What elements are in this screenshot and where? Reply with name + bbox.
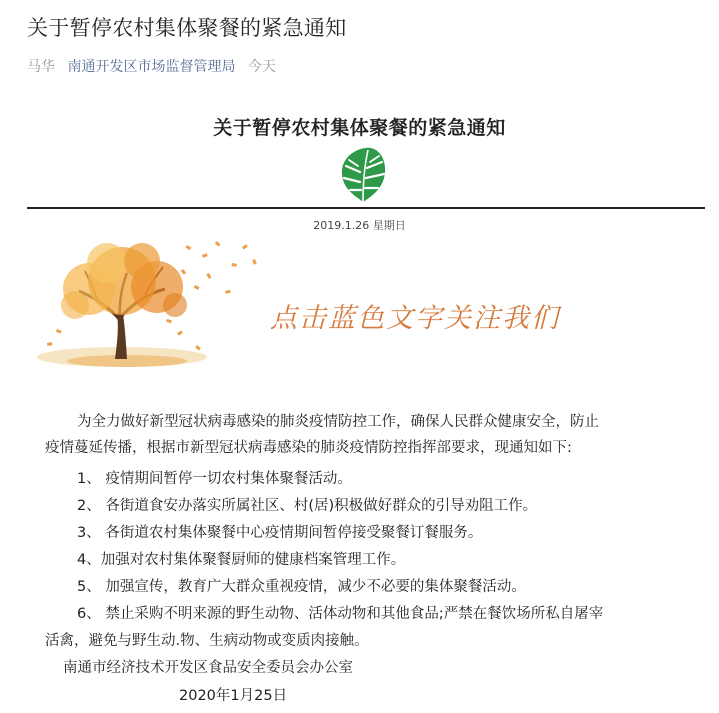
notice-item-6-continued: 活禽，避免与野生动.物、生病动物或变质肉接触。 [45, 633, 369, 649]
publish-time: 今天 [247, 59, 276, 75]
issue-date: 2020年1月25日 [179, 688, 288, 704]
notice-item-6: 6、 禁止采购不明来源的野生动物、活体动物和其他食品;严禁在餐饮场所私自屠宰 [77, 606, 604, 622]
intro-paragraph-line-1: 为全力做好新型冠状病毒感染的肺炎疫情防控工作，确保人民群众健康安全，防止 [77, 414, 599, 430]
notice-item-2: 2、 各街道食安办落实所属社区、村(居)积极做好群众的引导劝阻工作。 [77, 498, 538, 514]
notice-item-4: 4、加强对农村集体聚餐厨师的健康档案管理工作。 [77, 552, 406, 568]
notice-item-5: 5、 加强宣传，教育广大群众重视疫情，减少不必要的集体聚餐活动。 [77, 579, 526, 595]
divider-line [27, 207, 705, 209]
article-title: 关于暂停农村集体聚餐的紧急通知 [27, 16, 347, 40]
intro-paragraph-line-2: 疫情蔓延传播，根据市新型冠状病毒感染的肺炎疫情防控指挥部要求，现通知如下: [45, 440, 572, 456]
author-name: 马华 [27, 59, 55, 75]
post-date: 2019.1.26 星期日 [313, 219, 406, 232]
issuer-signature: 南通市经济技术开发区食品安全委员会办公室 [63, 660, 353, 676]
follow-us-banner-text: 点击蓝色文字关注我们 [270, 303, 560, 334]
monstera-leaf-icon [338, 146, 388, 204]
notice-item-1: 1、 疫情期间暂停一切农村集体聚餐活动。 [77, 471, 352, 487]
notice-heading: 关于暂停农村集体聚餐的紧急通知 [213, 117, 506, 139]
notice-item-3: 3、 各街道农村集体聚餐中心疫情期间暂停接受聚餐订餐服务。 [77, 525, 483, 541]
article-meta [27, 56, 276, 76]
account-link[interactable]: 南通开发区市场监督管理局 [67, 59, 236, 75]
